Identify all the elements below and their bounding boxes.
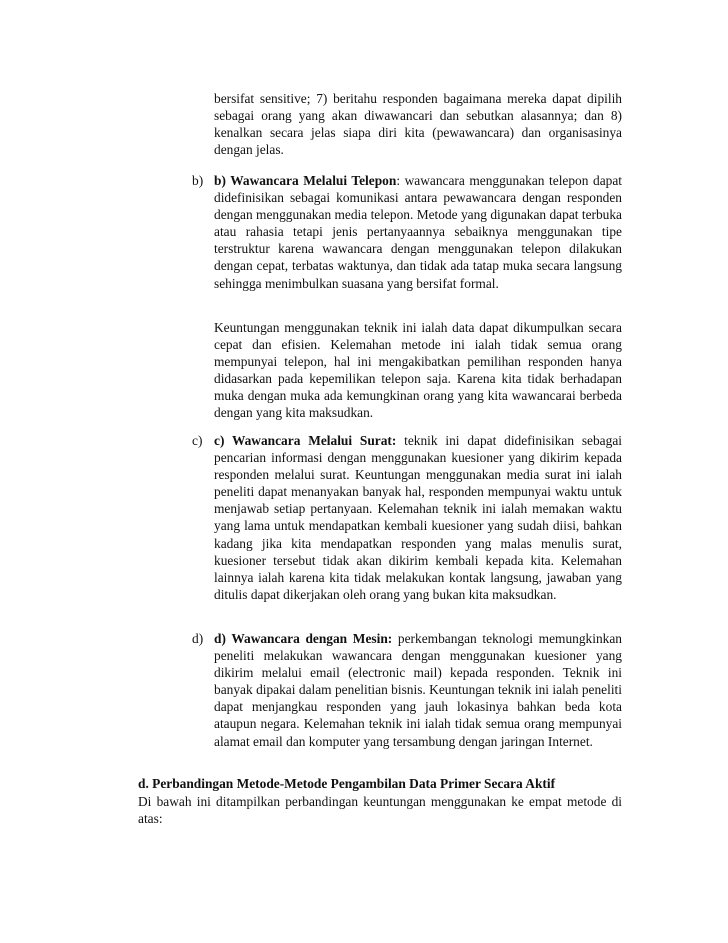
section-heading: d. Perbandingan Metode-Metode Pengambilan Data Primer Secara Aktif [138, 776, 556, 791]
list-marker-d: d) [192, 631, 204, 646]
mail-interview-body: teknik ini dapat didefinisikan sebagai pencarian informasi dengan menggunakan kuesioner yang dikirim kepada responden melalui surat. Keuntungan menggunakan media surat ini ialah peneliti dapat menanyakan banyak hal, responden mempunyai waktu untuk menjawab setiap pertanyaan. Kelemahan teknik ini ialah memakan waktu yang lama untuk mendapatkan kembali kuesioner yang sudah diisi, bahkan kadang jika kita mendapatkan responden yang malas menulis surat, kuesioner tersebut tidak akan dikirim kembali kepada kita. Kelemahan lainnya ialah karena kita tidak melakukan kontak langsung, jawaban yang ditulis dapat dikerjakan oleh orang yang bukan kita maksudkan. [214, 433, 622, 602]
telephone-interview-pros-cons: Keuntungan menggunakan teknik ini ialah data dapat dikumpulkan secara cepat dan efisien. Kelemahan metode ini ialah tidak semua orang mempunyai telepon, hal ini mengakibatkan pemilihan responden hanya didasarkan pada kepemilikan telepon saja. Karena kita tidak berhadapan muka dengan muka ada kemungkinan orang yang kita wawancarai berbeda dengan yang kita maksudkan. [214, 320, 622, 421]
section-intro: Di bawah ini ditampilkan perbandingan keuntungan menggunakan ke empat metode di atas: [138, 794, 622, 827]
machine-interview-paragraph [214, 630, 622, 750]
telephone-interview-heading: b) Wawancara Melalui Telepon [214, 173, 397, 188]
mail-interview-heading: c) Wawancara Melalui Surat: [214, 433, 397, 448]
machine-interview-body: perkembangan teknologi memungkinkan peneliti melakukan wawancara dengan menggunakan kuesioner yang dikirim melalui email (electronic mail) kepada responden. Teknik ini banyak dipakai dalam penelitian bisnis. Keuntungan teknik ini ialah peneliti dapat menjangkau responden yang jauh lokasinya bahkan beda kota ataupun negara. Kelemahan teknik ini ialah tidak semua orang mempunyai alamat email dan komputer yang tersambung dengan jaringan Internet. [214, 631, 622, 749]
mail-interview-paragraph [214, 432, 622, 603]
telephone-interview-body: wawancara menggunakan telepon dapat didefinisikan sebagai komunikasi antara pewawancara dengan responden dengan menggunakan media telepon. Metode yang digunakan dapat terbuka atau rahasia tetapi jenis pertanyaannya sebaiknya menggunakan tipe terstruktur karena wawancara dengan menggunakan telepon dilakukan dengan cepat, terbatas waktunya, dan tidak ada tatap muka secara langsung sehingga menimbulkan suasana yang bersifat formal. [214, 173, 622, 291]
list-marker-c: c) [192, 433, 203, 448]
continuation-paragraph: bersifat sensitive; 7) beritahu responden bagaimana mereka dapat dipilih sebagai orang yang akan diwawancari dan sebutkan alasannya; dan 8) kenalkan secara jelas siapa diri kita (pewawancara) dan organisasinya dengan jelas. [214, 91, 622, 158]
machine-interview-heading: d) Wawancara dengan Mesin: [214, 631, 393, 646]
telephone-interview-paragraph [214, 172, 622, 292]
telephone-interview-colon: : [396, 173, 401, 188]
list-marker-b: b) [192, 173, 204, 188]
